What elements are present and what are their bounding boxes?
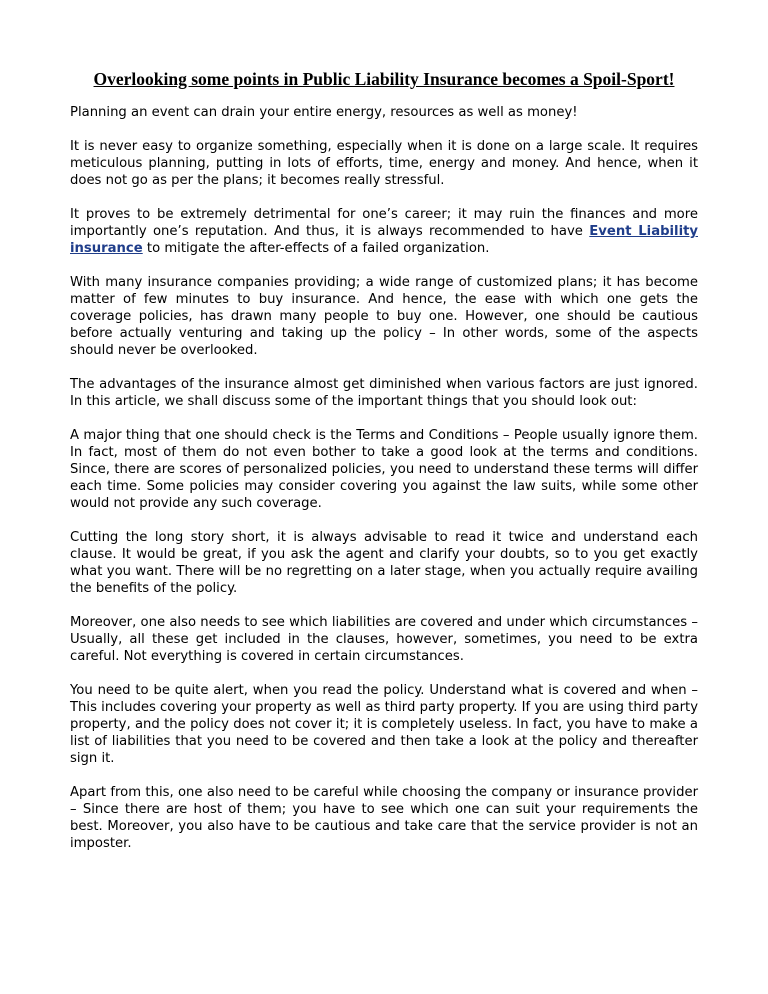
paragraph-7: Cutting the long story short, it is always advisable to read it twice and understand each clause. It would be great, if you ask the agent and clarify your doubts, so to you get exactly what you want. There will be no regretting on a later stage, when you actually require availing the benefits of the policy.: [70, 530, 698, 596]
paragraph-6: A major thing that one should check is the Terms and Conditions – People usually ignore them. In fact, most of them do not even bother to take a good look at the terms and conditions. Since, there are scores of personalized policies, you need to understand these terms will differ each time. Some policies may consider covering you against the law suits, while some other would not provide any such coverage.: [70, 428, 698, 511]
paragraph-4: With many insurance companies providing; a wide range of customized plans; it has become matter of few minutes to buy insurance. And hence, the ease with which one gets the coverage policies, has drawn many people to buy one. However, one should be cautious before actually venturing and taking up the policy – In other words, some of the aspects should never be overlooked.: [70, 275, 698, 358]
paragraph-5: The advantages of the insurance almost get diminished when various factors are just ignored. In this article, we shall discuss some of the important things that you should look out:: [70, 377, 698, 409]
paragraph-10: Apart from this, one also need to be careful while choosing the company or insurance provider – Since there are host of them; you have to see which one can suit your requirements the best. Moreover, you also have to be cautious and take care that the service provider is not an imposter.: [70, 785, 698, 851]
document-title: Overlooking some points in Public Liability Insurance becomes a Spoil-Sport!: [93, 69, 675, 89]
paragraph-9: You need to be quite alert, when you read the policy. Understand what is covered and when – This includes covering your property as well as third party property. If you are using third party property, and the policy does not cover it; it is completely useless. In fact, you have to make a list of liabilities that you need to be covered and then take a look at the policy and thereafter sign it.: [70, 683, 698, 766]
paragraph-3-text-before: It proves to be extremely detrimental for one’s career; it may ruin the finances and more importantly one’s reputation. And thus, it is always recommended to have: [70, 207, 698, 239]
paragraph-3: [70, 206, 698, 257]
paragraph-2: It is never easy to organize something, especially when it is done on a large scale. It requires meticulous planning, putting in lots of efforts, time, energy and money. And hence, when it does not go as per the plans; it becomes really stressful.: [70, 139, 698, 188]
event-liability-insurance-link[interactable]: Event Liability insurance: [70, 224, 698, 256]
paragraph-3-text-after: to mitigate the after-effects of a failed organization.: [142, 241, 490, 256]
paragraph-1: Planning an event can drain your entire energy, resources as well as money!: [70, 105, 578, 120]
paragraph-8: Moreover, one also needs to see which liabilities are covered and under which circumstances – Usually, all these get included in the clauses, however, sometimes, you need to be extra careful. Not everything is covered in certain circumstances.: [70, 615, 698, 664]
document-page: [70, 68, 698, 869]
